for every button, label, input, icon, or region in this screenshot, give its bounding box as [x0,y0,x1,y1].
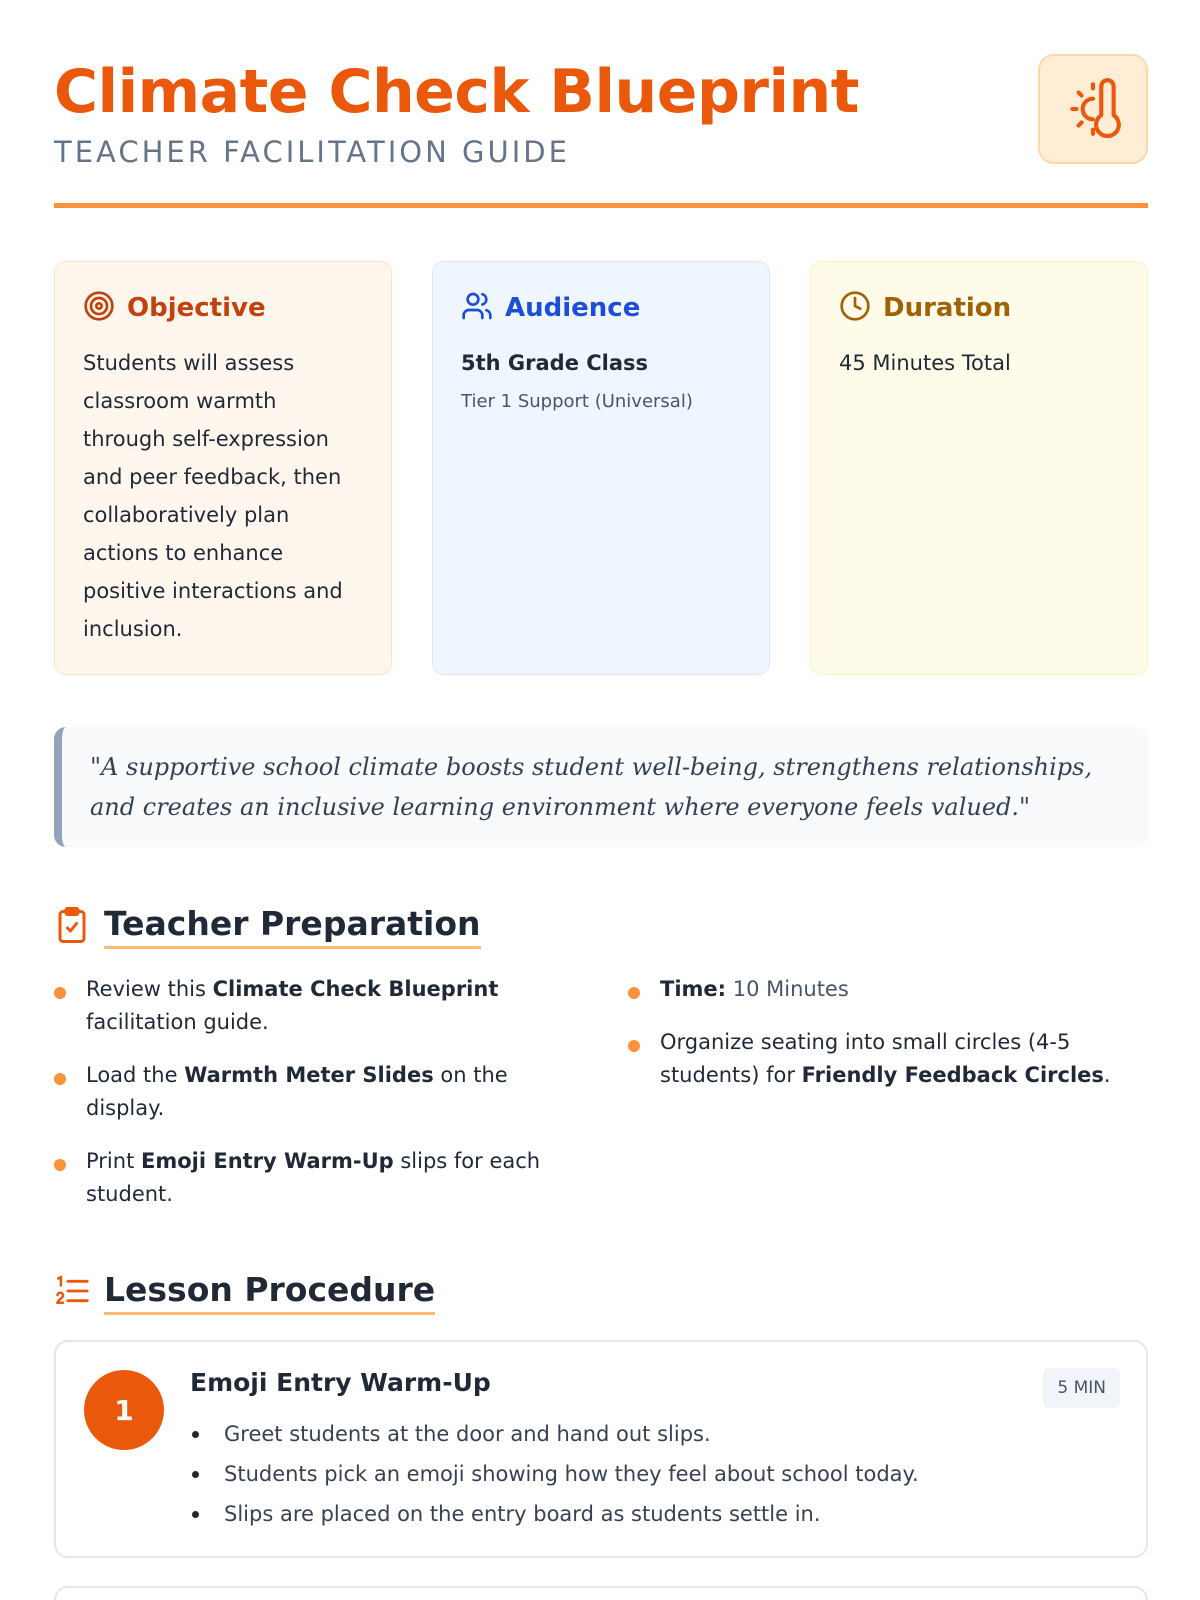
audience-card [432,261,770,675]
objective-card-header [83,290,363,326]
preparation-list-right [628,973,1148,1112]
preparation-title: Teacher Preparation [104,904,481,949]
sun-thermometer-icon [1038,54,1148,164]
clipboard-check-icon [54,905,90,949]
objective-card [54,261,392,675]
duration-card [810,261,1148,675]
objective-title: Objective [127,293,266,323]
list-item: Students pick an emoji showing how they feel about school today. [190,1454,1090,1494]
prep-time: Time: 10 Minutes [628,973,1148,1006]
info-cards [54,261,1148,675]
audience-grade: 5th Grade Class [461,351,649,375]
numbered-list-icon [54,1274,90,1312]
step-number: 1 [84,1370,164,1450]
duration-card-header [839,290,1119,326]
quote-block [54,727,1148,847]
step-list [190,1414,1090,1534]
preparation-list-left [54,973,554,1231]
audience-title: Audience [505,293,641,323]
procedure-step-next [54,1586,1148,1600]
step-title: Emoji Entry Warm-Up [190,1368,491,1397]
procedure-title: Lesson Procedure [104,1270,435,1315]
page-subtitle: TEACHER FACILITATION GUIDE [54,135,570,169]
duration-title: Duration [883,293,1012,323]
list-item: Slips are placed on the entry board as students settle in. [190,1494,1090,1534]
audience-card-header [461,290,741,326]
header [54,50,1148,208]
procedure-heading [54,1270,435,1315]
preparation-heading [54,904,481,949]
target-icon [83,290,115,326]
users-icon [461,290,493,326]
audience-tier: Tier 1 Support (Universal) [461,391,693,412]
list-item: Greet students at the door and hand out slips. [190,1414,1090,1454]
quote-text: "A supportive school climate boosts student well-being, strengthens relationships, and creates an inclusive learning environment where everyone feels valued." [90,753,1093,821]
clock-icon [839,290,871,326]
procedure-step [54,1340,1148,1558]
list-item: Print Emoji Entry Warm-Up slips for each student. [54,1145,554,1211]
list-item: Load the Warmth Meter Slides on the display. [54,1059,554,1125]
duration-text: 45 Minutes Total [839,351,1011,375]
page-title: Climate Check Blueprint [54,57,859,127]
objective-text: Students will assess classroom warmth through self-expression and peer feedback, then collaboratively plan actions to enhance positive interactions and inclusion. [83,351,343,641]
document-page [54,0,1148,1600]
step-duration-badge: 5 MIN [1043,1368,1120,1408]
list-item: Review this Climate Check Blueprint facilitation guide. [54,973,554,1039]
list-item: Organize seating into small circles (4-5 students) for Friendly Feedback Circles. [628,1026,1148,1092]
